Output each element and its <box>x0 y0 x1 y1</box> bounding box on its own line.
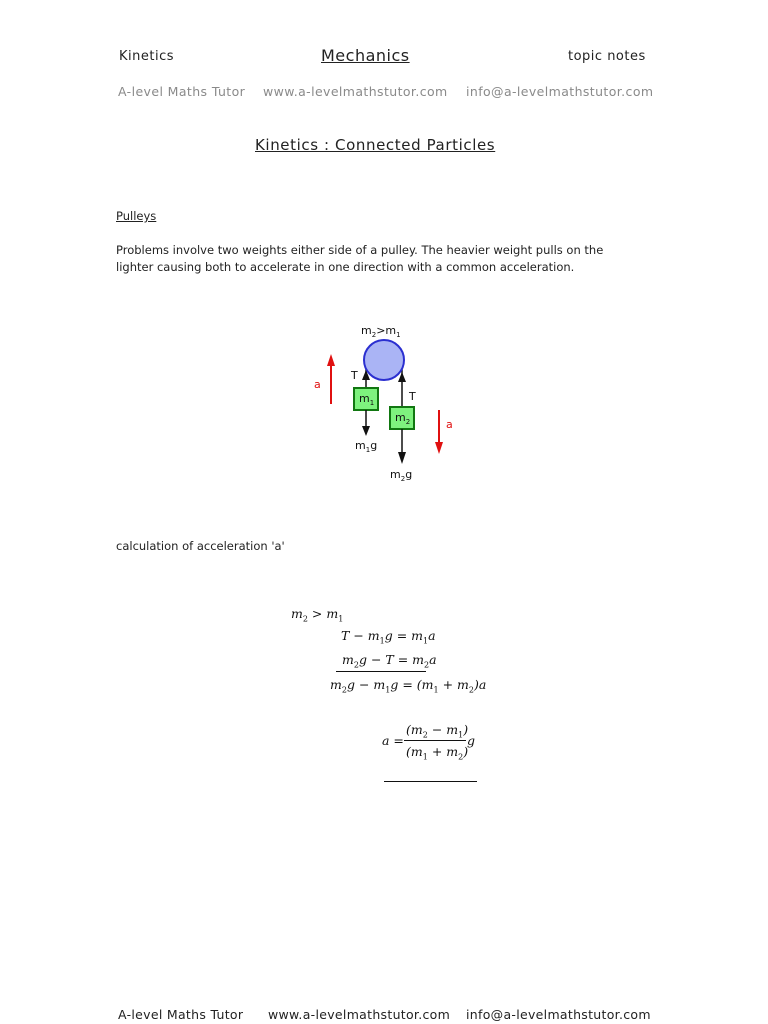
subheader-tutor: A-level Maths Tutor <box>118 84 246 99</box>
subheader-email-link[interactable]: info@a-levelmathstutor.com <box>466 84 654 99</box>
equation-sum-rule <box>336 671 426 672</box>
header-subject: Mechanics <box>321 46 410 65</box>
equation-m1: $T - m_1g = m_1a$ <box>341 628 436 646</box>
answer-underline <box>384 781 477 782</box>
equation-result-denominator: $(m_1 + m_2)$ <box>406 744 469 762</box>
weight-arrow-m1 <box>362 426 370 436</box>
equation-sum: $m_2g - m_1g = (m_1 + m_2)a$ <box>330 677 487 695</box>
tension-label-left: T <box>351 369 358 382</box>
intro-paragraph: Problems involve two weights either side of a pulley. The heavier weight pulls on the lighter causing both to accelerate in one direction with a common acceleration. <box>116 243 604 274</box>
block-m1-label: $m_1$ <box>359 392 375 407</box>
subheader-website-link[interactable]: www.a-levelmathstutor.com <box>263 84 448 99</box>
equation-m2: $m_2g - T = m_2a$ <box>342 652 437 670</box>
equation-condition: $m_2 > m_1$ <box>291 606 344 624</box>
accel-arrow-up <box>327 354 335 366</box>
calculation-label: calculation of acceleration 'a' <box>116 539 285 553</box>
weight-label-m2: $m_2g$ <box>390 468 413 483</box>
weight-label-m1: $m_1g$ <box>355 439 378 454</box>
accel-arrow-down <box>435 442 443 454</box>
equation-result-lhs: a = <box>382 733 404 748</box>
equation-result-g: g <box>467 733 476 748</box>
pulley-wheel <box>364 340 404 380</box>
pulley-diagram <box>300 318 480 488</box>
block-m2-label: $m_2$ <box>395 411 411 426</box>
footer-email-link[interactable]: info@a-levelmathstutor.com <box>466 1007 651 1022</box>
page-title: Kinetics : Connected Particles <box>255 136 496 154</box>
equation-fraction-bar <box>404 740 466 741</box>
equation-result-numerator: $(m_2 - m_1)$ <box>406 722 469 740</box>
header-topic: Kinetics <box>119 49 175 64</box>
weight-arrow-m2 <box>398 452 406 464</box>
diagram-condition-label: $m_2>m_1$ <box>361 324 401 339</box>
header-doc-type: topic notes <box>568 49 646 64</box>
footer-website-link[interactable]: www.a-levelmathstutor.com <box>268 1007 451 1022</box>
section-heading: Pulleys <box>116 209 157 223</box>
accel-label-up: a <box>314 378 321 391</box>
tension-label-right: T <box>409 390 416 403</box>
accel-label-down: a <box>446 418 453 431</box>
footer-tutor: A-level Maths Tutor <box>118 1007 244 1022</box>
